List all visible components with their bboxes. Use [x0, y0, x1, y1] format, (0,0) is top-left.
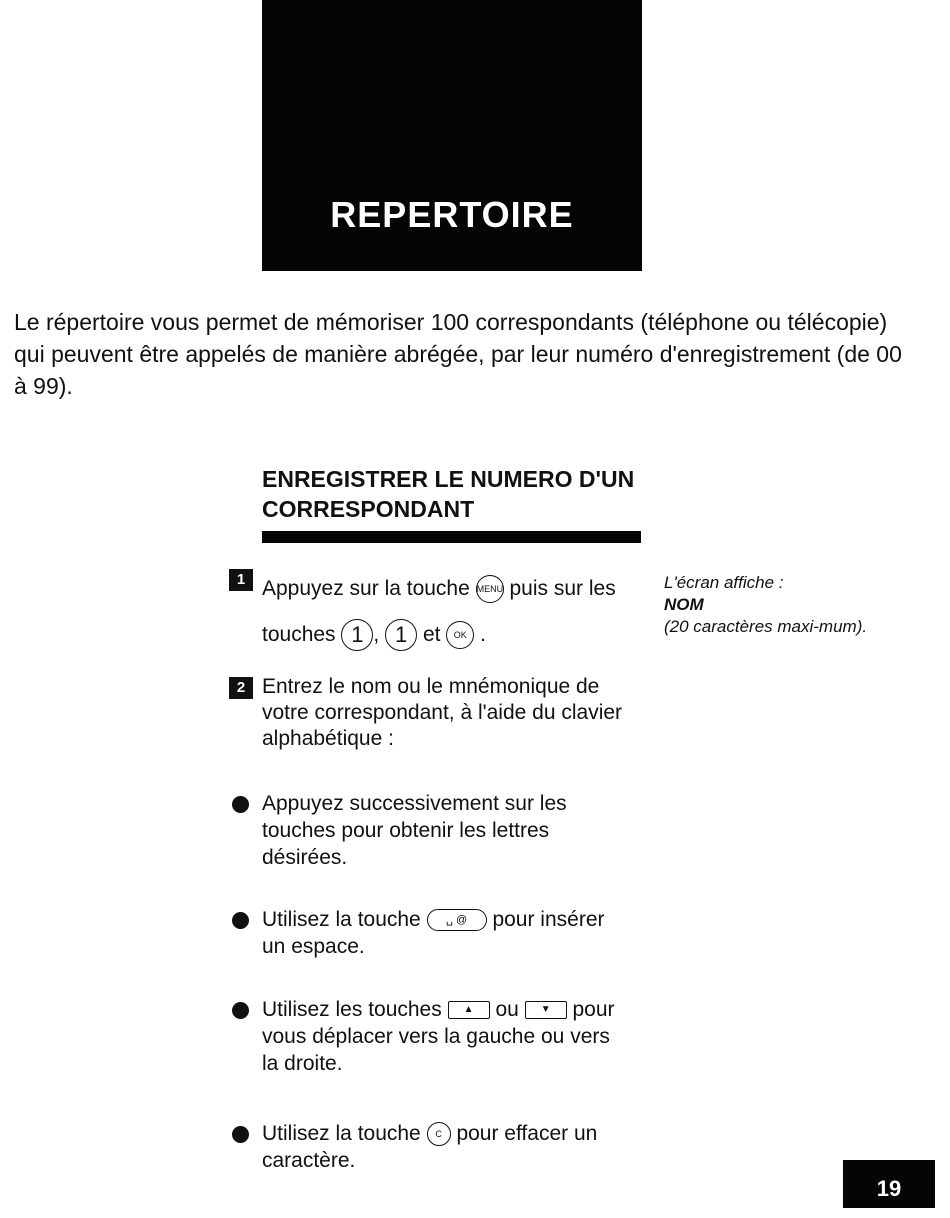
bullet-text: Appuyez successivement sur les touches pour obtenir les lettres désirées. [262, 792, 567, 869]
bullet-text: pour effacer un caractère. [262, 1122, 598, 1172]
bullet-text: pour vous déplacer vers la gauche ou vers la droite. [262, 998, 615, 1075]
step-text: Entrez le nom ou le mnémonique de votre correspondant, à l'aide du clavier alphabétique : [262, 675, 623, 750]
arrow-left-key-icon: ▲ [448, 1001, 490, 1019]
page-number: 19 [843, 1160, 935, 1208]
side-note-line: L'écran affiche : [664, 573, 784, 592]
step-number: 2 [229, 677, 253, 699]
side-note-line: (20 caractères maxi-mum). [664, 617, 868, 636]
bullet-text: pour insérer un espace. [262, 908, 605, 958]
step-text: . [480, 623, 486, 646]
arrow-right-key-icon: ▼ [525, 1001, 567, 1019]
bullet-text: ou [495, 998, 519, 1021]
step-text: et [422, 623, 441, 646]
key-1-icon: 1 [385, 619, 417, 651]
bullet-text: Utilisez la touche [262, 1122, 421, 1145]
space-key-icon: ␣ @ [427, 909, 487, 931]
bullet-text: Utilisez la touche [262, 908, 421, 931]
bullet-icon [232, 1126, 249, 1143]
bullet-icon [232, 912, 249, 929]
section-underline [262, 531, 641, 543]
section-title: ENREGISTRER LE NUMERO D'UN CORRESPONDANT [262, 466, 635, 522]
step-text: Appuyez sur la touche [262, 577, 470, 600]
bullet-icon [232, 1002, 249, 1019]
side-note [664, 572, 884, 638]
key-1-icon: 1 [341, 619, 373, 651]
page-title: REPERTOIRE [330, 194, 574, 235]
bullet-text: Utilisez les touches [262, 998, 442, 1021]
menu-key-icon: MENU [476, 575, 504, 603]
side-note-display: NOM [664, 595, 704, 614]
title-banner [262, 0, 642, 271]
step-number: 1 [229, 569, 253, 591]
bullet-icon [232, 796, 249, 813]
intro-paragraph: Le répertoire vous permet de mémoriser 100 correspondants (téléphone ou télécopie) qui peuvent être appelés de manière abrégée, par leur numéro d'enregistrement (de 00 à 99). [14, 309, 902, 399]
clear-key-icon: C [427, 1122, 451, 1146]
separator: , [373, 623, 380, 646]
step-text: puis sur les touches [262, 577, 616, 646]
ok-key-icon: OK [446, 621, 474, 649]
